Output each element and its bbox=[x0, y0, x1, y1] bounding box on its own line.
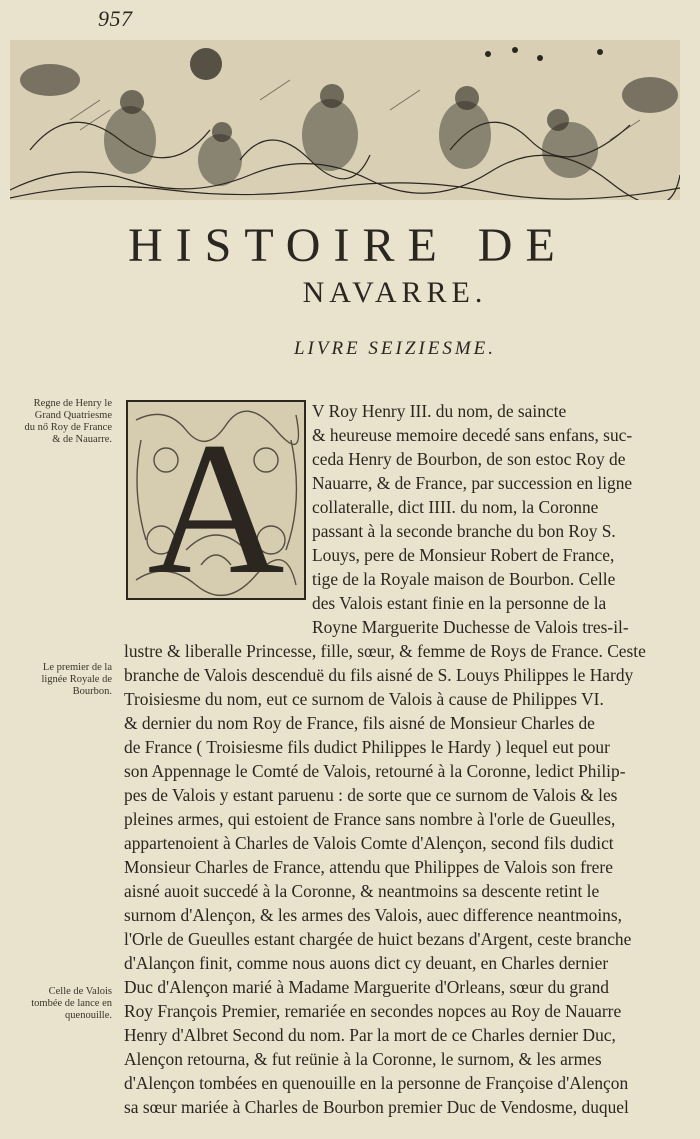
cherub-banner-illustration bbox=[10, 40, 680, 200]
body-line: ceda Henry de Bourbon, de son estoc Roy de bbox=[312, 449, 626, 469]
page-number: 957 bbox=[98, 6, 133, 31]
body-line: V Roy Henry III. du nom, de saincte bbox=[312, 401, 567, 421]
book-title: LIVRE SEIZIESME. bbox=[293, 338, 497, 359]
body-line: Duc d'Alençon marié à Madame Marguerite d'Orleans, sœur du grand bbox=[124, 977, 609, 997]
body-line: tige de la Royale maison de Bourbon. Celle bbox=[312, 569, 616, 589]
body-line: appartenoient à Charles de Valois Comte d'Alençon, second fils dudict bbox=[124, 833, 614, 853]
margin-note-3: Celle de Valois tombée de lance en quenouille. bbox=[31, 986, 112, 1021]
body-line: Louys, pere de Monsieur Robert de France, bbox=[312, 545, 615, 565]
margin-note-1: Regne de Henry le Grand Quatriesme du nő Roy de France & de Nauarre. bbox=[24, 398, 112, 445]
body-line: aisné auoit succedé à la Coronne, & neantmoins sa descente retint le bbox=[124, 881, 600, 901]
body-line: pleines armes, qui estoient de France sans nombre à l'orle de Gueulles, bbox=[124, 809, 616, 829]
body-line: sa sœur mariée à Charles de Bourbon premier Duc de Vendosme, duquel bbox=[124, 1097, 629, 1117]
body-line: son Appennage le Comté de Valois, retourné à la Coronne, ledict Philip- bbox=[124, 761, 626, 781]
margin-note-2: Le premier de la lignée Royale de Bourbon. bbox=[41, 662, 112, 697]
body-line: Monsieur Charles de France, attendu que Philippes de Valois son frere bbox=[124, 857, 613, 877]
main-title bbox=[128, 218, 680, 273]
body-line: de France ( Troisiesme fils dudict Philippes le Hardy ) lequel eut pour bbox=[124, 737, 610, 757]
body-line: & heureuse memoire decedé sans enfans, suc- bbox=[312, 425, 633, 445]
sub-title: NAVARRE. bbox=[302, 276, 488, 309]
body-line: lustre & liberalle Princesse, fille, sœur, & femme de Roys de France. Ceste bbox=[124, 641, 646, 661]
main-title-word-2: DE bbox=[477, 219, 568, 272]
body-line: des Valois estant finie en la personne de la bbox=[312, 593, 607, 613]
body-line: & dernier du nom Roy de France, fils aisné de Monsieur Charles de bbox=[124, 713, 595, 733]
body-line: d'Alançon finit, comme nous auons dict cy deuant, en Charles dernier bbox=[124, 953, 609, 973]
body-line: Alençon retourna, & fut reünie à la Coronne, le surnom, & les armes bbox=[124, 1049, 602, 1069]
body-line: pes de Valois y estant paruenu : de sorte que ce surnom de Valois & les bbox=[124, 785, 618, 805]
body-line: Henry d'Albret Second du nom. Par la mort de ce Charles dernier Duc, bbox=[124, 1025, 616, 1045]
body-line: passant à la seconde branche du bon Roy S. bbox=[312, 521, 616, 541]
initial-letter: A bbox=[147, 404, 285, 600]
body-line: Royne Marguerite Duchesse de Valois tres-il- bbox=[312, 617, 629, 637]
body-line: collateralle, dict IIII. du nom, la Coronne bbox=[312, 497, 599, 517]
body-line: l'Orle de Gueulles estant chargée de huict bezans d'Argent, ceste branche bbox=[124, 929, 632, 949]
body-line: d'Alençon tombées en quenouille en la personne de Françoise d'Alençon bbox=[124, 1073, 629, 1093]
body-line: Troisiesme du nom, eut ce surnom de Valois à cause de Philippes VI. bbox=[124, 689, 604, 709]
body-line: branche de Valois descenduë du fils aisné de S. Louys Philippes le Hardy bbox=[124, 665, 634, 685]
body-line: Roy François Premier, remariée en secondes nopces au Roy de Nauarre bbox=[124, 1001, 622, 1021]
ornate-initial-a-illustration bbox=[126, 400, 306, 600]
body-line: surnom d'Alençon, & les armes des Valois, auec difference neantmoins, bbox=[124, 905, 622, 925]
body-line: Nauarre, & de France, par succession en ligne bbox=[312, 473, 633, 493]
main-title-word-1: HISTOIRE bbox=[128, 219, 450, 272]
